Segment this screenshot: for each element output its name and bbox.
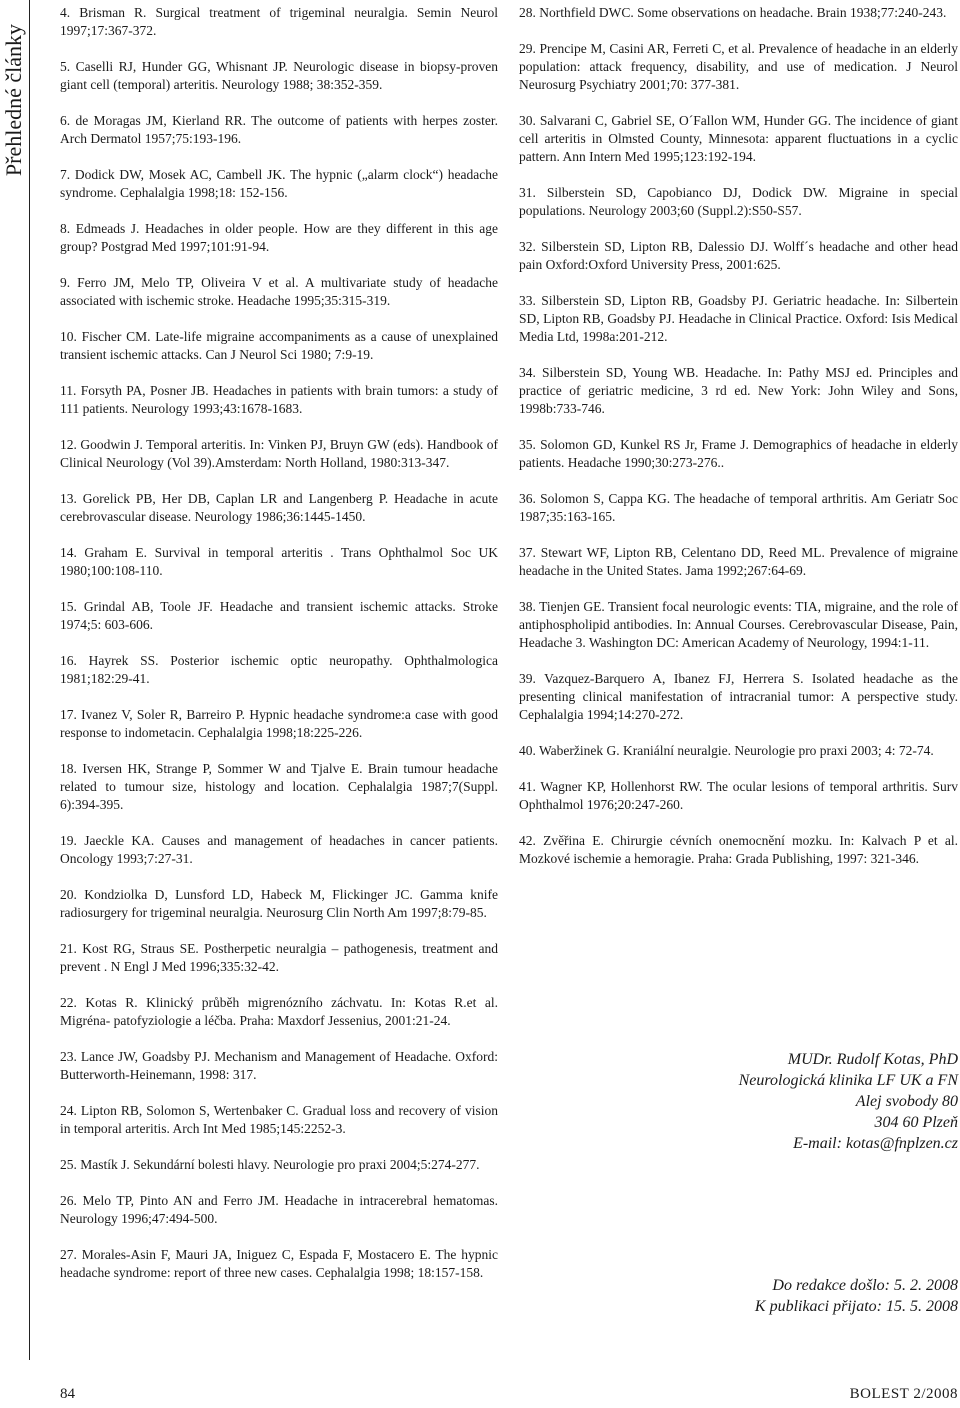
reference-entry: 26. Melo TP, Pinto AN and Ferro JM. Headache in intracerebral hematomas. Neurology 1996;47:494-500.	[60, 1193, 498, 1226]
author-city: 304 60 Plzeň	[874, 1114, 958, 1131]
reference-entry: 34. Silberstein SD, Young WB. Headache. In: Pathy MSJ ed. Principles and practice of geriatric medicine, 3 rd ed. New York: John Wiley and Sons, 1998b:733-746.	[519, 365, 958, 416]
reference-entry: 38. Tienjen GE. Transient focal neurologic events: TIA, migraine, and the role of antiphospholipid antibodies. In: Annual Courses. Cerebrovascular Disease, Pain, Headache 3. Washington DC: American Academy of Neurology, 1994:1-11.	[519, 599, 958, 650]
reference-entry: 8. Edmeads J. Headaches in older people. How are they different in this age group? Postgrad Med 1997;101:91-94.	[60, 221, 498, 254]
reference-entry: 33. Silberstein SD, Lipton RB, Goadsby PJ. Geriatric headache. In: Silbertein SD, Lipton RB, Goadsby PJ. Headache in Clinical Practice. Oxford: Isis Medical Media Ltd, 1998a:201-212.	[519, 293, 958, 344]
references-right-column	[519, 0, 958, 886]
reference-entry: 32. Silberstein SD, Lipton RB, Dalessio DJ. Wolff´s headache and other head pain Oxford:Oxford University Press, 2001:625.	[519, 239, 958, 272]
author-name: MUDr. Rudolf Kotas, PhD	[787, 1051, 958, 1068]
reference-entry: 41. Wagner KP, Hollenhorst RW. The ocular lesions of temporal arthritis. Surv Ophthalmol 1976;20:247-260.	[519, 779, 958, 812]
reference-entry: 10. Fischer CM. Late-life migraine accompaniments as a cause of unexplained transient ischemic attacks. Can J Neurol Sci 1980; 7:9-19.	[60, 329, 498, 362]
reference-entry: 17. Ivanez V, Soler R, Barreiro P. Hypnic headache syndrome:a case with good response to indometacin. Cephalalgia 1998;18:225-226.	[60, 707, 498, 740]
accepted-date: K publikaci přijato: 15. 5. 2008	[754, 1298, 958, 1315]
page-number: 84	[60, 1386, 75, 1402]
reference-entry: 40. Waberžinek G. Kraniální neuralgie. Neurologie pro praxi 2003; 4: 72-74.	[519, 743, 934, 758]
reference-entry: 37. Stewart WF, Lipton RB, Celentano DD, Reed ML. Prevalence of migraine headache in the United States. Jama 1992;267:64-69.	[519, 545, 958, 578]
reference-entry: 35. Solomon GD, Kunkel RS Jr, Frame J. Demographics of headache in elderly patients. Headache 1990;30:273-276..	[519, 437, 958, 470]
reference-entry: 27. Morales-Asin F, Mauri JA, Iniguez C, Espada F, Mostacero E. The hypnic headache syndrome: report of three new cases. Cephalalgia 1998; 18:157-158.	[60, 1247, 498, 1280]
reference-entry: 29. Prencipe M, Casini AR, Ferreti C, et al. Prevalence of headache in an elderly population: attack frequency, disability, and use of medication. J Neurol Neurosurg Psychiatry 2001;70: 377-381.	[519, 41, 958, 92]
reference-entry: 9. Ferro JM, Melo TP, Oliveira V et al. A multivariate study of headache associated with ischemic stroke. Headache 1995;35:315-319.	[60, 275, 498, 308]
reference-entry: 21. Kost RG, Straus SE. Postherpetic neuralgia – pathogenesis, treatment and prevent . N Engl J Med 1996;335:32-42.	[60, 941, 498, 974]
reference-entry: 22. Kotas R. Klinický průběh migrenózního záchvatu. In: Kotas R.et al. Migréna- patofyziologie a léčba. Praha: Maxdorf Jessenius, 2001:21-24.	[60, 995, 498, 1028]
reference-entry: 6. de Moragas JM, Kierland RR. The outcome of patients with herpes zoster. Arch Dermatol 1957;75:193-196.	[60, 113, 498, 146]
reference-entry: 5. Caselli RJ, Hunder GG, Whisnant JP. Neurologic disease in biopsy-proven giant cell (temporal) arteritis. Neurology 1988; 38:352-359.	[60, 59, 498, 92]
author-address	[578, 1049, 958, 1154]
reference-entry: 14. Graham E. Survival in temporal arteritis . Trans Ophthalmol Soc UK 1980;100:108-110.	[60, 545, 498, 578]
reference-entry: 30. Salvarani C, Gabriel SE, O´Fallon WM, Hunder GG. The incidence of giant cell arteritis in Olmsted County, Minnesota: apparent fluctuations in a cyclic pattern. Ann Intern Med 1995;123:192-194.	[519, 113, 958, 164]
reference-entry: 12. Goodwin J. Temporal arteritis. In: Vinken PJ, Bruyn GW (eds). Handbook of Clinical Neurology (Vol 39).Amsterdam: North Holland, 1980:313-347.	[60, 437, 498, 470]
reference-entry: 42. Zvěřina E. Chirurgie cévních onemocnění mozku. In: Kalvach P et al. Mozkové ischemie a hemoragie. Praha: Grada Publishing, 1997: 321-346.	[519, 833, 958, 866]
reference-entry: 7. Dodick DW, Mosek AC, Cambell JK. The hypnic („alarm clock“) headache syndrome. Cephalalgia 1998;18: 152-156.	[60, 167, 498, 200]
reference-entry: 11. Forsyth PA, Posner JB. Headaches in patients with brain tumors: a study of 111 patients. Neurology 1993;43:1678-1683.	[60, 383, 498, 416]
reference-entry: 36. Solomon S, Cappa KG. The headache of temporal arthritis. Am Geriatr Soc 1987;35:163-165.	[519, 491, 958, 524]
reference-entry: 28. Northfield DWC. Some observations on headache. Brain 1938;77:240-243.	[519, 5, 947, 20]
reference-entry: 16. Hayrek SS. Posterior ischemic optic neuropathy. Ophthalmologica 1981;182:29-41.	[60, 653, 498, 686]
journal-footer: BOLEST 2/2008	[849, 1386, 958, 1402]
reference-entry: 18. Iversen HK, Strange P, Sommer W and Tjalve E. Brain tumour headache related to tumour size, histology and location. Cephalalgia 1987;7(Suppl. 6):394-395.	[60, 761, 498, 812]
reference-entry: 25. Mastík J. Sekundární bolesti hlavy. Neurologie pro praxi 2004;5:274-277.	[60, 1157, 480, 1172]
reference-entry: 15. Grindal AB, Toole JF. Headache and transient ischemic attacks. Stroke 1974;5: 603-606.	[60, 599, 498, 632]
author-affiliation: Neurologická klinika LF UK a FN	[738, 1072, 958, 1089]
references-left-column	[60, 0, 498, 1300]
reference-entry: 19. Jaeckle KA. Causes and management of headaches in cancer patients. Oncology 1993;7:27-31.	[60, 833, 498, 866]
author-email: E-mail: kotas@fnplzen.cz	[793, 1135, 958, 1152]
reference-entry: 31. Silberstein SD, Capobianco DJ, Dodick DW. Migraine in special populations. Neurology 2003;60 (Suppl.2):S50-S57.	[519, 185, 958, 218]
author-street: Alej svobody 80	[855, 1093, 958, 1110]
submission-dates	[578, 1275, 958, 1317]
reference-entry: 13. Gorelick PB, Her DB, Caplan LR and Langenberg P. Headache in acute cerebrovascular disease. Neurology 1986;36:1445-1450.	[60, 491, 498, 524]
reference-entry: 20. Kondziolka D, Lunsford LD, Habeck M, Flickinger JC. Gamma knife radiosurgery for trigeminal neuralgia. Neurosurg Clin North Am 1997;8:79-85.	[60, 887, 498, 920]
reference-entry: 23. Lance JW, Goadsby PJ. Mechanism and Management of Headache. Oxford: Butterworth-Heinemann, 1998: 317.	[60, 1049, 498, 1082]
reference-entry: 4. Brisman R. Surgical treatment of trigeminal neuralgia. Semin Neurol 1997;17:367-372.	[60, 5, 498, 38]
section-label: Přehledné články	[1, 23, 26, 177]
reference-entry: 24. Lipton RB, Solomon S, Wertenbaker C. Gradual loss and recovery of vision in temporal arteritis. Arch Int Med 1985;145:2252-3.	[60, 1103, 498, 1136]
reference-entry: 39. Vazquez-Barquero A, Ibanez FJ, Herrera S. Isolated headache as the presenting clinical manifestation of intracranial tumor: A perspective study. Cephalalgia 1994;14:270-272.	[519, 671, 958, 722]
received-date: Do redakce došlo: 5. 2. 2008	[772, 1277, 958, 1294]
section-divider	[29, 0, 30, 1360]
